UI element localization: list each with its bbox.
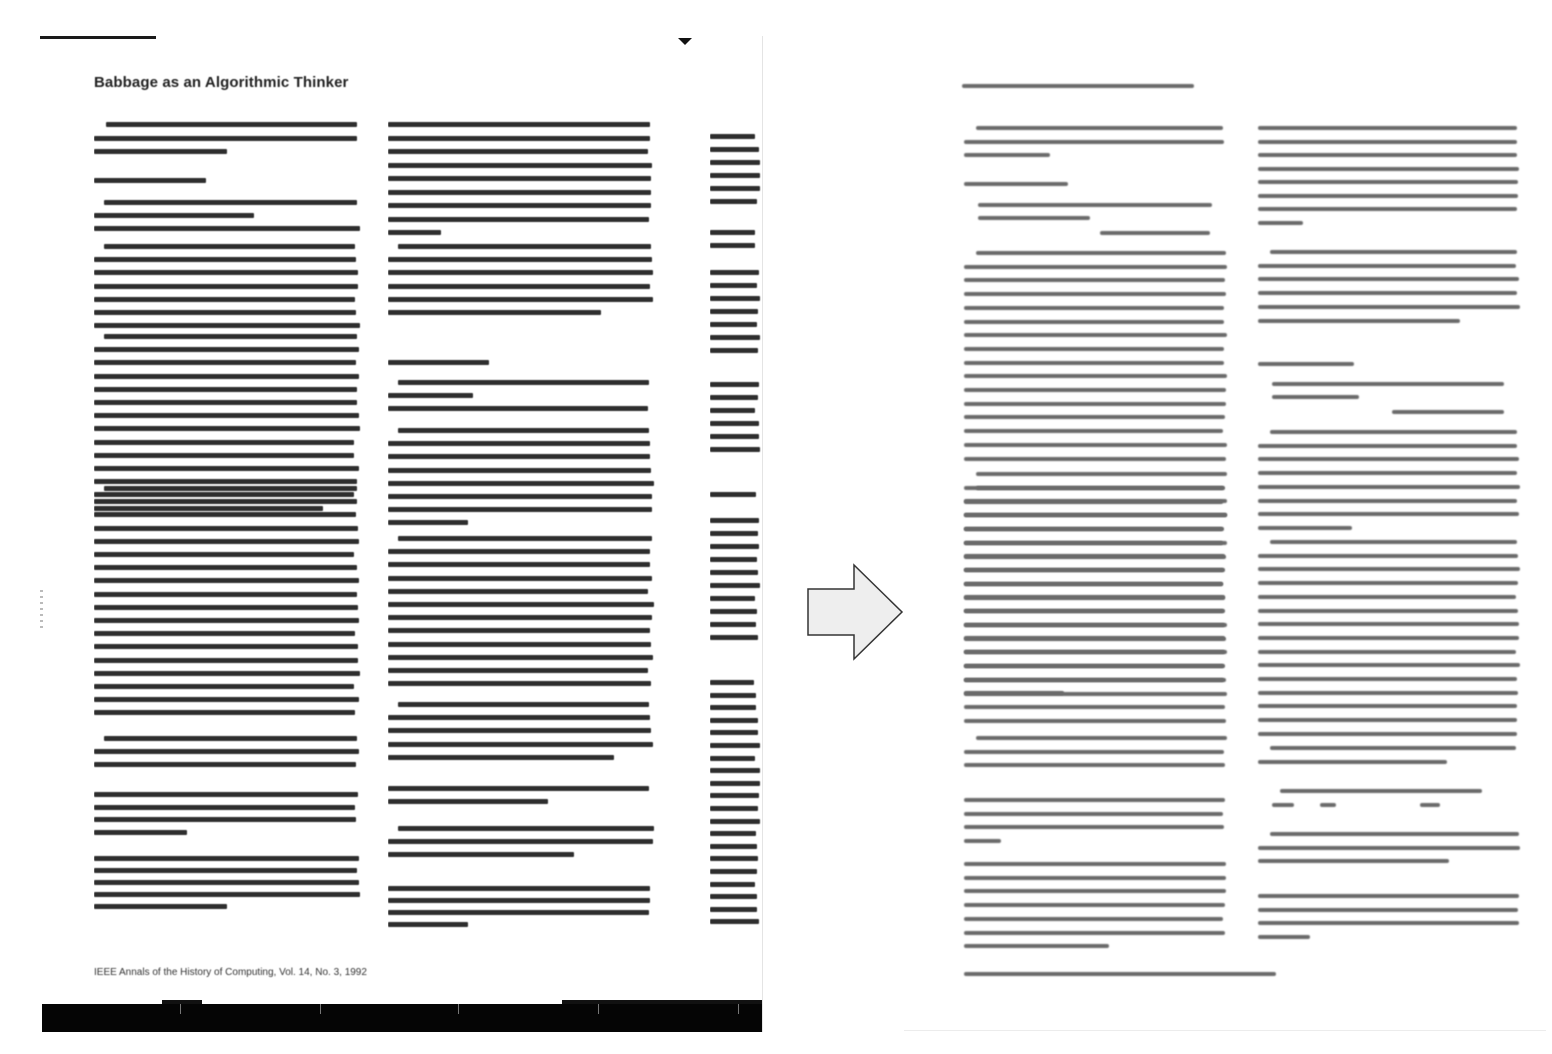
clean-text-line xyxy=(964,347,1224,351)
scan-text-line xyxy=(710,570,758,575)
scan-text-line xyxy=(388,549,650,554)
scan-text-line xyxy=(710,230,755,235)
scan-text-line xyxy=(94,892,360,897)
scan-text-line xyxy=(710,434,759,439)
scan-text-line xyxy=(710,557,757,562)
scan-text-line xyxy=(94,762,356,767)
clean-title-line xyxy=(962,84,1194,88)
clean-text-line xyxy=(978,216,1090,220)
scan-text-line xyxy=(94,323,360,328)
clean-text-line xyxy=(964,862,1226,866)
clean-text-line xyxy=(1258,859,1449,863)
scan-text-line xyxy=(94,310,356,315)
scan-text-line xyxy=(106,122,357,127)
scan-text-line xyxy=(94,592,357,597)
scan-text-line xyxy=(94,868,357,873)
scan-text-line xyxy=(710,348,758,353)
clean-text-line xyxy=(964,917,1223,921)
clean-text-line xyxy=(1320,803,1336,807)
scan-border-bar xyxy=(42,1004,762,1032)
scan-text-line xyxy=(710,447,760,452)
clean-text-line xyxy=(964,582,1223,586)
scan-text-line xyxy=(94,830,187,835)
clean-text-line xyxy=(1258,194,1518,198)
scan-text-line xyxy=(710,919,759,924)
clean-text-line xyxy=(964,889,1226,893)
scan-text-line xyxy=(388,852,574,857)
scan-text-line xyxy=(94,270,358,275)
scan-text-line xyxy=(94,605,358,610)
clean-text-line xyxy=(1258,319,1460,323)
scan-text-line xyxy=(388,728,651,733)
scan-text-line xyxy=(94,257,356,262)
scan-text-line xyxy=(710,768,760,773)
clean-text-line xyxy=(1272,382,1504,386)
scan-text-line xyxy=(710,283,757,288)
clean-text-line xyxy=(1258,622,1519,626)
scan-text-line xyxy=(388,681,651,686)
clean-text-line xyxy=(964,650,1227,654)
clean-text-line xyxy=(1258,595,1516,599)
scan-text-line xyxy=(94,226,360,231)
scan-text-line xyxy=(388,284,650,289)
scan-text-line xyxy=(710,693,756,698)
scan-text-line xyxy=(94,297,355,302)
scan-text-line xyxy=(94,904,227,909)
clean-text-line xyxy=(1258,567,1520,571)
clean-text-line xyxy=(964,415,1225,419)
clean-text-line xyxy=(1258,485,1520,489)
scan-text-line xyxy=(104,736,357,741)
scan-text-line xyxy=(388,190,651,195)
clean-text-line xyxy=(964,182,1068,186)
clean-text-line xyxy=(1258,650,1516,654)
scan-text-line xyxy=(388,406,648,411)
scan-text-line xyxy=(388,576,652,581)
clean-text-line xyxy=(1270,832,1519,836)
scan-text-line xyxy=(710,199,757,204)
scan-text-line xyxy=(94,492,354,497)
scan-text-line xyxy=(710,492,756,497)
clean-text-line xyxy=(964,500,1223,504)
corner-mark-icon xyxy=(678,38,692,45)
clean-text-line xyxy=(1258,704,1517,708)
scan-text-line xyxy=(388,494,652,499)
scan-text-line xyxy=(710,622,756,627)
scan-text-line xyxy=(94,347,359,352)
clean-text-line xyxy=(1258,921,1519,925)
scan-text-line xyxy=(388,668,648,673)
scan-text-line xyxy=(710,421,759,426)
page-edge xyxy=(762,36,763,1032)
clean-text-line xyxy=(1258,691,1518,695)
scan-text-line xyxy=(94,880,359,885)
scan-text-line xyxy=(94,526,358,531)
scan-text-line xyxy=(388,230,441,235)
clean-text-line xyxy=(976,736,1227,740)
scan-text-line xyxy=(710,718,758,723)
scan-text-line xyxy=(710,831,756,836)
scan-text-line xyxy=(388,149,648,154)
scan-text-line xyxy=(388,562,650,567)
clean-text-line xyxy=(1258,264,1516,268)
clean-text-line xyxy=(964,931,1225,935)
scan-text-line xyxy=(388,270,653,275)
scan-text-line xyxy=(710,844,757,849)
clean-text-line xyxy=(1258,935,1310,939)
page-footer: IEEE Annals of the History of Computing, Vol. 14, No. 3, 1992 xyxy=(94,967,367,978)
scan-text-line xyxy=(94,149,227,154)
clean-text-line xyxy=(1100,231,1210,235)
clean-text-line xyxy=(1270,746,1516,750)
scan-text-line xyxy=(388,507,652,512)
scan-text-line xyxy=(710,408,755,413)
clean-text-line xyxy=(964,402,1226,406)
scan-text-line xyxy=(710,635,758,640)
clean-text-line xyxy=(964,903,1225,907)
scan-text-line xyxy=(94,499,357,504)
clean-text-line xyxy=(1258,221,1303,225)
clean-text-line xyxy=(1258,180,1518,184)
scan-text-line xyxy=(710,382,759,387)
scan-text-line xyxy=(388,176,651,181)
clean-text-line xyxy=(976,472,1227,476)
clean-text-line xyxy=(1258,636,1519,640)
clean-text-line xyxy=(1270,430,1517,434)
scan-text-line xyxy=(388,589,648,594)
clean-text-line xyxy=(1392,410,1504,414)
clean-text-line xyxy=(1258,126,1517,130)
scan-text-line xyxy=(388,122,650,127)
clean-text-line xyxy=(976,486,1224,490)
clean-text-line xyxy=(964,429,1223,433)
scan-text-line xyxy=(710,781,760,786)
clean-text-line xyxy=(964,719,1226,723)
scan-text-line xyxy=(94,136,357,141)
clean-text-line xyxy=(964,637,1226,641)
scan-text-line xyxy=(94,426,360,431)
scan-text-line xyxy=(388,715,650,720)
scan-text-line xyxy=(94,710,355,715)
scan-text-line xyxy=(710,518,759,523)
clean-text-line xyxy=(976,126,1223,130)
scan-text-line xyxy=(388,910,649,915)
scan-text-line xyxy=(388,217,649,222)
clean-text-line xyxy=(964,692,1227,696)
scan-text-line xyxy=(710,243,755,248)
scan-text-line xyxy=(94,374,359,379)
scan-text-line xyxy=(398,428,649,433)
scan-text-line xyxy=(94,658,358,663)
clean-text-line xyxy=(1258,894,1519,898)
clean-text-line xyxy=(964,798,1225,802)
clean-text-line xyxy=(1258,471,1517,475)
scan-text-line xyxy=(388,628,650,633)
scan-text-line xyxy=(710,134,755,139)
scan-text-line xyxy=(94,631,355,636)
scan-text-line xyxy=(710,894,757,899)
clean-text-line xyxy=(1258,677,1517,681)
clean-text-line xyxy=(964,609,1224,613)
scan-text-line xyxy=(710,147,759,152)
scan-text-line xyxy=(94,697,359,702)
scan-text-line xyxy=(710,907,757,912)
clean-text-line xyxy=(964,825,1224,829)
scan-text-line xyxy=(94,466,359,471)
scan-text-line xyxy=(388,203,651,208)
scan-text-line xyxy=(94,565,357,570)
clean-text-line xyxy=(964,623,1227,627)
right-arrow-icon xyxy=(806,563,904,661)
clean-text-line xyxy=(964,596,1225,600)
scan-text-line xyxy=(388,454,650,459)
scan-text-line xyxy=(388,163,652,168)
clean-text-line xyxy=(964,944,1109,948)
clean-text-line xyxy=(964,333,1227,337)
scan-text-line xyxy=(388,310,601,315)
clean-text-line xyxy=(1258,554,1518,558)
scan-text-line xyxy=(94,506,323,511)
scan-text-line xyxy=(388,257,652,262)
clean-text-line xyxy=(1258,760,1447,764)
scan-text-line xyxy=(94,360,356,365)
clean-text-line xyxy=(1270,250,1517,254)
clean-text-line xyxy=(978,203,1212,207)
scan-text-line xyxy=(710,544,759,549)
scan-text-line xyxy=(388,799,548,804)
scan-text-line xyxy=(388,468,651,473)
clean-text-line xyxy=(964,457,1226,461)
clean-text-line xyxy=(1258,499,1517,503)
header-rule xyxy=(40,36,156,39)
clean-text-line xyxy=(1258,167,1519,171)
scan-text-line xyxy=(104,334,357,339)
scan-text-line xyxy=(94,805,355,810)
scan-text-line xyxy=(388,839,653,844)
scan-text-line xyxy=(94,552,354,557)
scan-text-line xyxy=(94,618,359,623)
scan-text-line xyxy=(94,644,358,649)
clean-text-line xyxy=(1258,207,1517,211)
clean-text-line xyxy=(964,278,1225,282)
scan-text-line xyxy=(710,296,760,301)
clean-text-line xyxy=(964,153,1050,157)
clean-text-line xyxy=(1258,846,1520,850)
clean-text-line xyxy=(964,527,1224,531)
scan-text-line xyxy=(710,335,760,340)
clean-text-line xyxy=(1258,291,1517,295)
scan-text-line xyxy=(710,186,760,191)
clean-text-line xyxy=(964,443,1227,447)
clean-text-line xyxy=(1258,908,1518,912)
scan-text-line xyxy=(94,387,357,392)
scan-text-line xyxy=(388,898,650,903)
clean-text-line xyxy=(964,292,1226,296)
clean-text-line xyxy=(1258,305,1520,309)
clean-text-line xyxy=(1270,540,1517,544)
scan-text-line xyxy=(388,786,649,791)
clean-text-line xyxy=(1420,803,1440,807)
scan-text-line xyxy=(388,297,653,302)
clean-footer-line xyxy=(964,972,1276,976)
clean-text-line xyxy=(964,388,1226,392)
scan-text-line xyxy=(710,793,759,798)
clean-text-line xyxy=(964,876,1226,880)
scan-text-line xyxy=(388,520,468,525)
scan-text-line xyxy=(710,596,755,601)
scan-text-line xyxy=(398,536,652,541)
clean-text-line xyxy=(1258,140,1517,144)
scan-text-line xyxy=(710,806,758,811)
scan-text-line xyxy=(710,583,760,588)
clean-text-line xyxy=(964,320,1224,324)
clean-text-line xyxy=(964,750,1224,754)
scan-text-line xyxy=(388,136,650,141)
scan-text-line xyxy=(710,882,755,887)
scan-text-line xyxy=(710,819,760,824)
clean-text-line xyxy=(976,251,1226,255)
clean-text-line xyxy=(964,306,1224,310)
scan-text-line xyxy=(94,684,354,689)
scan-text-line xyxy=(94,512,356,517)
scan-text-line xyxy=(710,743,760,748)
scan-text-line xyxy=(398,380,649,385)
scan-text-line xyxy=(94,440,354,445)
clean-text-line xyxy=(1272,803,1294,807)
scan-text-line xyxy=(398,702,649,707)
scan-text-line xyxy=(94,539,359,544)
scan-text-line xyxy=(710,609,757,614)
scan-text-line xyxy=(94,856,359,861)
scan-text-line xyxy=(710,309,758,314)
clean-text-line xyxy=(964,705,1225,709)
scan-text-line xyxy=(388,481,654,486)
scan-text-line xyxy=(710,680,754,685)
scan-column-right-cut xyxy=(710,130,762,940)
scan-column-middle xyxy=(388,118,660,938)
clean-text-line xyxy=(964,555,1226,559)
scan-text-line xyxy=(94,213,254,218)
scan-text-line xyxy=(388,360,489,365)
clean-text-line xyxy=(964,265,1227,269)
scan-text-line xyxy=(94,479,357,484)
scan-text-line xyxy=(94,178,206,183)
clean-text-line xyxy=(1258,663,1520,667)
scan-text-line xyxy=(388,922,468,927)
scan-text-line xyxy=(710,705,756,710)
scan-text-line xyxy=(94,400,357,405)
scan-text-line xyxy=(388,393,473,398)
scan-text-line xyxy=(104,200,357,205)
clean-text-line xyxy=(1258,581,1518,585)
margin-mark xyxy=(40,590,43,630)
clean-text-line xyxy=(964,568,1225,572)
scan-text-line xyxy=(710,322,757,327)
scan-text-line xyxy=(94,453,354,458)
scan-column-left xyxy=(94,118,366,938)
scan-text-line xyxy=(104,486,357,491)
scan-text-line xyxy=(94,749,359,754)
cleaned-page xyxy=(904,36,1546,1032)
clean-text-line xyxy=(964,361,1224,365)
scan-text-line xyxy=(388,602,654,607)
clean-text-line xyxy=(1258,444,1517,448)
clean-text-line xyxy=(1258,526,1352,530)
scan-text-line xyxy=(388,642,651,647)
scan-text-line xyxy=(710,756,755,761)
scan-text-line xyxy=(94,671,360,676)
page-bottom-edge xyxy=(904,1030,1546,1031)
scan-text-line xyxy=(710,395,758,400)
scan-text-line xyxy=(94,413,359,418)
scan-text-line xyxy=(94,284,358,289)
clean-text-line xyxy=(1258,362,1354,366)
scan-text-line xyxy=(388,655,653,660)
scan-text-line xyxy=(94,578,359,583)
clean-text-line xyxy=(1258,732,1517,736)
scan-text-line xyxy=(710,270,759,275)
scan-text-line xyxy=(388,742,653,747)
clean-text-line xyxy=(1258,457,1519,461)
scan-text-line xyxy=(398,826,654,831)
clean-text-line xyxy=(964,664,1224,668)
clean-text-line xyxy=(1280,789,1482,793)
clean-text-line xyxy=(1272,395,1359,399)
clean-text-line xyxy=(964,140,1224,144)
clean-text-line xyxy=(964,541,1227,545)
clean-text-line xyxy=(964,678,1224,682)
clean-text-line xyxy=(964,839,1001,843)
scan-text-line xyxy=(388,615,652,620)
scan-text-line xyxy=(710,856,758,861)
scan-text-line xyxy=(104,244,355,249)
scan-text-line xyxy=(388,755,614,760)
scan-text-line xyxy=(388,441,650,446)
clean-text-line xyxy=(964,513,1227,517)
scan-text-line xyxy=(710,160,760,165)
clean-text-line xyxy=(1258,153,1517,157)
clean-text-line xyxy=(964,374,1227,378)
clean-text-line xyxy=(964,763,1225,767)
clean-text-line xyxy=(1258,718,1517,722)
scanned-page xyxy=(0,0,766,1054)
scan-text-line xyxy=(710,531,758,536)
article-title: Babbage as an Algorithmic Thinker xyxy=(94,74,349,91)
clean-text-line xyxy=(1258,512,1519,516)
clean-text-line xyxy=(964,812,1223,816)
scan-text-line xyxy=(710,730,758,735)
scan-text-line xyxy=(388,886,650,891)
scan-text-line xyxy=(710,173,760,178)
scan-text-line xyxy=(94,792,358,797)
scan-text-line xyxy=(94,817,356,822)
scan-text-line xyxy=(710,869,757,874)
clean-text-line xyxy=(1258,277,1519,281)
scan-text-line xyxy=(398,244,651,249)
clean-text-line xyxy=(1258,609,1518,613)
